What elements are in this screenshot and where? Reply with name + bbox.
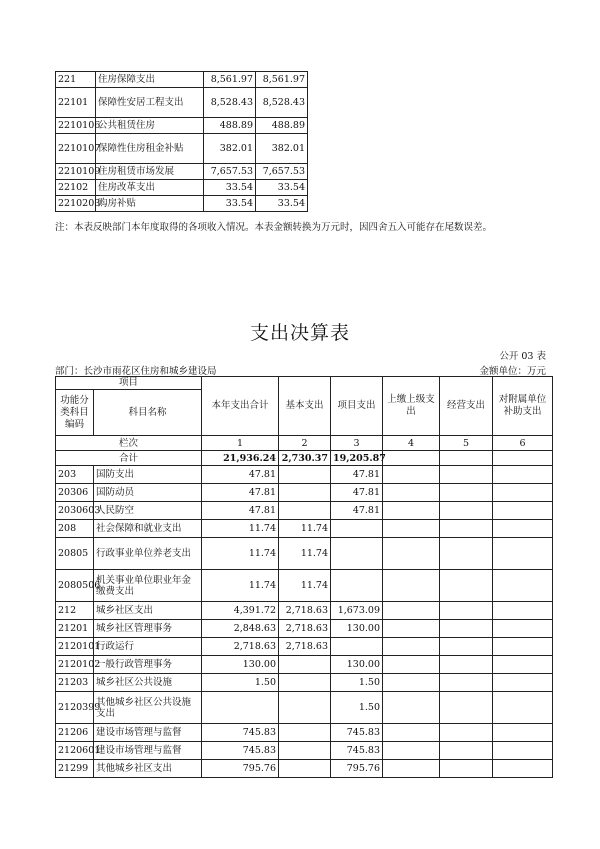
subsidy-header: 对附属单位补助支出 [493, 377, 553, 436]
empty-cell [493, 451, 553, 466]
row-name: 人民防空 [94, 502, 202, 520]
row-basic [279, 502, 331, 520]
total-value: 21,936.24 [202, 451, 279, 466]
func-code-header: 功能分类科目编码 [56, 390, 94, 436]
row-value: 8,528.43 [256, 88, 308, 118]
empty-cell [383, 602, 440, 620]
empty-cell [440, 570, 493, 602]
row-name: 购房补贴 [96, 196, 204, 212]
row-project: 1,673.09 [331, 602, 383, 620]
business-header: 经营支出 [440, 377, 493, 436]
row-name: 城乡社区公共设施 [94, 674, 202, 692]
empty-cell [493, 620, 553, 638]
table-row [56, 164, 308, 180]
table-row [56, 724, 553, 742]
row-basic [279, 466, 331, 484]
table-row [56, 674, 553, 692]
empty-cell [440, 724, 493, 742]
publication-number: 公开 03 表 [499, 351, 546, 362]
row-code: 212 [56, 602, 94, 620]
empty-cell [440, 520, 493, 538]
row-project: 1.50 [331, 692, 383, 724]
row-total: 745.83 [202, 742, 279, 760]
upper-header: 上缴上级支出 [383, 377, 440, 436]
empty-cell [493, 538, 553, 570]
row-name: 保障性安居工程支出 [96, 88, 204, 118]
empty-cell [383, 451, 440, 466]
table-row [56, 196, 308, 212]
row-code: 2210109 [56, 164, 96, 180]
row-basic [279, 692, 331, 724]
project-value: 19,205.87 [331, 451, 383, 466]
table-note: 注：本表反映部门本年度取得的各项收入情况。本表金额转换为万元时，因四舍五入可能存在尾数误差。 [55, 222, 493, 233]
row-code: 208 [56, 520, 94, 538]
row-total: 8,561.97 [204, 72, 256, 88]
empty-cell [383, 570, 440, 602]
table-row [56, 180, 308, 196]
table-row [56, 88, 308, 118]
header-row [56, 377, 553, 390]
row-value: 7,657.53 [256, 164, 308, 180]
row-project: 47.81 [331, 466, 383, 484]
empty-cell [440, 466, 493, 484]
row-code: 2120601 [56, 742, 94, 760]
row-name: 住房改革支出 [96, 180, 204, 196]
empty-cell [440, 620, 493, 638]
empty-cell [383, 538, 440, 570]
total-label: 合计 [56, 451, 202, 466]
empty-cell [493, 602, 553, 620]
empty-cell [493, 466, 553, 484]
row-total: 11.74 [202, 520, 279, 538]
table-row [56, 502, 553, 520]
table-row [56, 484, 553, 502]
empty-cell [383, 724, 440, 742]
table-row [56, 742, 553, 760]
unit-label: 金额单位：万元 [479, 366, 546, 377]
row-project [331, 638, 383, 656]
table-row [56, 118, 308, 134]
row-project: 795.76 [331, 760, 383, 778]
table-row [56, 538, 553, 570]
empty-cell [440, 638, 493, 656]
empty-cell [440, 502, 493, 520]
row-project: 745.83 [331, 724, 383, 742]
row-basic [279, 760, 331, 778]
row-code: 2120399 [56, 692, 94, 724]
empty-cell [383, 760, 440, 778]
empty-cell [440, 692, 493, 724]
column-number: 3 [331, 436, 383, 451]
table-row [56, 520, 553, 538]
subject-name-header: 科目名称 [94, 390, 202, 436]
empty-cell [493, 502, 553, 520]
table-row [56, 638, 553, 656]
empty-cell [493, 484, 553, 502]
row-total: 795.76 [202, 760, 279, 778]
row-code: 2030603 [56, 502, 94, 520]
row-basic: 2,718.63 [279, 620, 331, 638]
row-name: 行政事业单位养老支出 [94, 538, 202, 570]
column-number: 4 [383, 436, 440, 451]
row-name: 其他城乡社区公共设施支出 [94, 692, 202, 724]
row-name: 保障性住房租金补贴 [96, 134, 204, 164]
row-name: 其他城乡社区支出 [94, 760, 202, 778]
column-label: 栏次 [56, 436, 202, 451]
table-row [56, 620, 553, 638]
row-total: 382.01 [204, 134, 256, 164]
row-value: 382.01 [256, 134, 308, 164]
empty-cell [383, 502, 440, 520]
row-code: 2120102 [56, 656, 94, 674]
row-project: 47.81 [331, 484, 383, 502]
table-row [56, 692, 553, 724]
basic-header: 基本支出 [279, 377, 331, 436]
row-total: 8,528.43 [204, 88, 256, 118]
empty-cell [440, 451, 493, 466]
empty-cell [493, 520, 553, 538]
row-total: 2,718.63 [202, 638, 279, 656]
row-basic [279, 724, 331, 742]
column-number: 5 [440, 436, 493, 451]
empty-cell [493, 760, 553, 778]
row-name: 建设市场管理与监督 [94, 742, 202, 760]
expense-table [55, 376, 553, 778]
row-code: 21299 [56, 760, 94, 778]
row-name: 国防动员 [94, 484, 202, 502]
row-name: 住房租赁市场发展 [96, 164, 204, 180]
row-total: 745.83 [202, 724, 279, 742]
total-row [56, 451, 553, 466]
row-name: 建设市场管理与监督 [94, 724, 202, 742]
row-code: 2210203 [56, 196, 96, 212]
row-code: 2210106 [56, 118, 96, 134]
row-total: 7,657.53 [204, 164, 256, 180]
column-number: 1 [202, 436, 279, 451]
table-row [56, 570, 553, 602]
row-code: 21206 [56, 724, 94, 742]
row-basic [279, 674, 331, 692]
table-row [56, 134, 308, 164]
row-total: 47.81 [202, 466, 279, 484]
row-code: 203 [56, 466, 94, 484]
row-project [331, 538, 383, 570]
row-total: 1.50 [202, 674, 279, 692]
empty-cell [383, 674, 440, 692]
empty-cell [383, 620, 440, 638]
row-project: 1.50 [331, 674, 383, 692]
row-code: 21201 [56, 620, 94, 638]
page-title: 支出决算表 [249, 322, 350, 344]
row-total: 11.74 [202, 538, 279, 570]
empty-cell [383, 656, 440, 674]
row-value: 33.54 [256, 196, 308, 212]
row-total [202, 692, 279, 724]
table-row [56, 466, 553, 484]
row-code: 2120101 [56, 638, 94, 656]
column-number: 6 [493, 436, 553, 451]
empty-cell [383, 638, 440, 656]
row-basic [279, 484, 331, 502]
row-total: 33.54 [204, 180, 256, 196]
row-total: 11.74 [202, 570, 279, 602]
table-row [56, 760, 553, 778]
item-header: 项目 [56, 377, 202, 390]
row-code: 221 [56, 72, 96, 88]
table-row [56, 656, 553, 674]
row-code: 21203 [56, 674, 94, 692]
row-name: 住房保障支出 [96, 72, 204, 88]
department-label: 部门：长沙市雨花区住房和城乡建设局 [55, 366, 217, 377]
empty-cell [440, 674, 493, 692]
row-code: 22101 [56, 88, 96, 118]
empty-cell [493, 724, 553, 742]
empty-cell [383, 466, 440, 484]
row-name: 公共租赁住房 [96, 118, 204, 134]
empty-cell [440, 602, 493, 620]
row-code: 22102 [56, 180, 96, 196]
row-name: 机关事业单位职业年金缴费支出 [94, 570, 202, 602]
row-name: 城乡社区管理事务 [94, 620, 202, 638]
row-basic [279, 742, 331, 760]
row-project: 130.00 [331, 620, 383, 638]
row-value: 33.54 [256, 180, 308, 196]
row-name: 城乡社区支出 [94, 602, 202, 620]
row-project [331, 520, 383, 538]
empty-cell [493, 674, 553, 692]
empty-cell [493, 656, 553, 674]
row-code: 20306 [56, 484, 94, 502]
table-row [56, 72, 308, 88]
row-code: 2210107 [56, 134, 96, 164]
empty-cell [440, 484, 493, 502]
row-value: 8,561.97 [256, 72, 308, 88]
project-header: 项目支出 [331, 377, 383, 436]
row-code: 20805 [56, 538, 94, 570]
column-number: 2 [279, 436, 331, 451]
empty-cell [440, 742, 493, 760]
row-project [331, 570, 383, 602]
empty-cell [493, 742, 553, 760]
row-value: 488.89 [256, 118, 308, 134]
income-table [55, 71, 308, 212]
total-header: 本年支出合计 [202, 377, 279, 436]
empty-cell [440, 656, 493, 674]
row-total: 47.81 [202, 484, 279, 502]
empty-cell [493, 638, 553, 656]
row-project: 130.00 [331, 656, 383, 674]
column-number-row [56, 436, 553, 451]
row-project: 745.83 [331, 742, 383, 760]
row-code: 2080506 [56, 570, 94, 602]
row-basic: 11.74 [279, 570, 331, 602]
row-name: 国防支出 [94, 466, 202, 484]
empty-cell [440, 760, 493, 778]
row-project: 47.81 [331, 502, 383, 520]
row-basic [279, 656, 331, 674]
table-row [56, 602, 553, 620]
row-name: 行政运行 [94, 638, 202, 656]
row-total: 4,391.72 [202, 602, 279, 620]
empty-cell [383, 692, 440, 724]
empty-cell [383, 484, 440, 502]
empty-cell [493, 692, 553, 724]
row-total: 488.89 [204, 118, 256, 134]
row-total: 2,848.63 [202, 620, 279, 638]
row-basic: 11.74 [279, 538, 331, 570]
row-basic: 2,718.63 [279, 638, 331, 656]
row-basic: 11.74 [279, 520, 331, 538]
row-basic: 2,718.63 [279, 602, 331, 620]
basic-value: 2,730.37 [279, 451, 331, 466]
empty-cell [383, 742, 440, 760]
empty-cell [440, 538, 493, 570]
row-total: 33.54 [204, 196, 256, 212]
empty-cell [383, 520, 440, 538]
row-name: 一般行政管理事务 [94, 656, 202, 674]
row-name: 社会保障和就业支出 [94, 520, 202, 538]
empty-cell [493, 570, 553, 602]
row-total: 130.00 [202, 656, 279, 674]
row-total: 47.81 [202, 502, 279, 520]
